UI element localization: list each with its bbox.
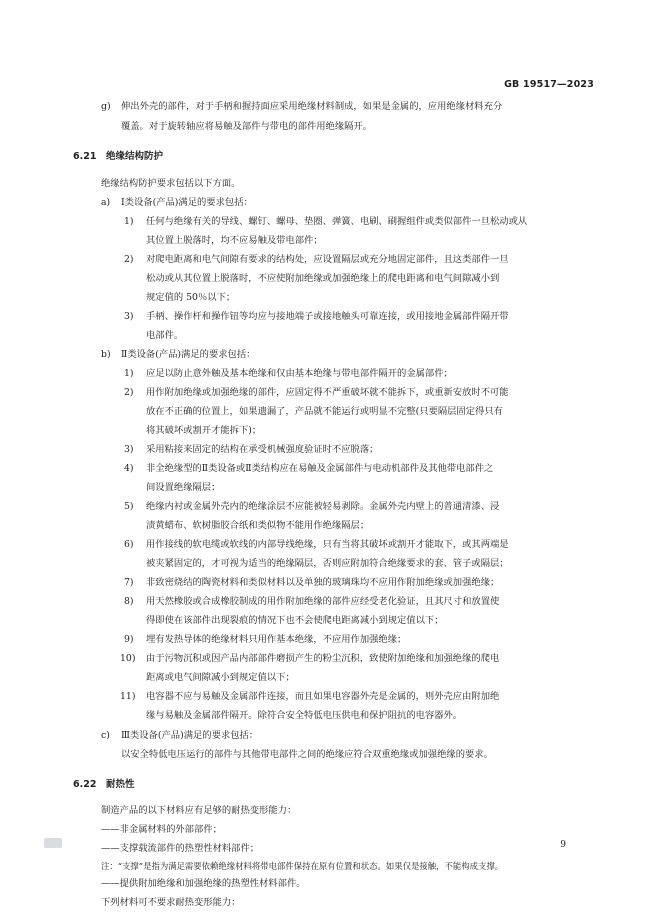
item-b5-line-2: 渍黄蜡布、软树脂胶合纸和类似物不能用作绝缘隔层； bbox=[146, 520, 370, 531]
item-b4-number: 4) bbox=[124, 463, 134, 474]
item-b3-number: 3) bbox=[124, 444, 134, 455]
item-b8-line-2: 得即使在该部件出现裂痕的情况下也不会使爬电距离减小到规定值以下； bbox=[146, 615, 444, 626]
page-number: 9 bbox=[560, 840, 566, 850]
item-b10-line-1: 由于污物沉积或因产品内部部件磨损产生的粉尘沉积，致使附加绝缘和加强绝缘的爬电 bbox=[146, 653, 500, 664]
section-6-22-heading bbox=[73, 775, 134, 795]
item-b-text: Ⅱ类设备(产品)满足的要求包括： bbox=[121, 349, 256, 360]
watermark-logo-icon bbox=[44, 838, 62, 848]
item-a1-line-2: 其位置上脱落时，均不应易触及带电部件； bbox=[146, 235, 323, 246]
item-b10-number: 10) bbox=[120, 653, 136, 664]
item-a2-line-2: 松动或从其位置上脱落时，不应使附加绝缘或加强绝缘上的爬电距离和电气间隙减小到 bbox=[146, 273, 500, 284]
item-c-marker: c) bbox=[101, 730, 110, 741]
section-6-22-dash-1: ——非金属材料的外部部件； bbox=[101, 824, 222, 835]
item-b7-number: 7) bbox=[124, 577, 134, 588]
item-b6-line-2: 被夹紧固定的，才可视为适当的绝缘隔层，否则应附加符合绝缘要求的套、管子或隔层； bbox=[146, 558, 509, 569]
item-b3-line-1: 采用粘接来固定的结构在承受机械强度验证时不应脱落； bbox=[146, 444, 379, 455]
item-b11-line-2: 缘与易触及金属部件隔开。除符合安全特低电压供电和保护阻抗的电容器外。 bbox=[146, 710, 463, 721]
item-a1-line-1: 任何与绝缘有关的导线、螺钉、螺母、垫圈、弹簧、电刷、刷握组件或类似部件一旦松动或从 bbox=[146, 216, 528, 227]
item-g-line-1: 伸出外壳的部件，对于手柄和握持面应采用绝缘材料制成，如果是金属的，应用绝缘材料充分 bbox=[121, 101, 503, 112]
section-6-22-tail: 下列材料可不要求耐热变形能力： bbox=[101, 897, 241, 908]
item-b1-line-1: 应足以防止意外触及基本绝缘和仅由基本绝缘与带电部件隔开的金属部件； bbox=[146, 368, 453, 379]
item-b10-line-2: 距离或电气间隙减小到规定值以下； bbox=[146, 672, 295, 683]
item-b1-number: 1) bbox=[124, 368, 134, 379]
item-a2-line-3: 规定值的 50％以下； bbox=[146, 292, 236, 303]
item-b-marker: b) bbox=[101, 349, 111, 360]
section-6-21-heading bbox=[73, 147, 163, 167]
item-g-line-2: 覆盖。对于旋转轴应将易触及部件与带电的部件用绝缘隔开。 bbox=[121, 121, 373, 132]
item-b5-line-1: 绝缘内衬或金属外壳内的绝缘涂层不应能被轻易剥除。金属外壳内壁上的普通清漆、浸 bbox=[146, 501, 500, 512]
section-6-22-title: 耐热性 bbox=[105, 779, 135, 790]
item-b11-line-1: 电容器不应与易触及金属部件连接，而且如果电容器外壳是金属的，则外壳应由附加绝 bbox=[146, 691, 500, 702]
item-b4-line-1: 非全绝缘型的Ⅱ类设备或Ⅱ类结构应在易触及金属部件与电动机部件及其他带电部件之 bbox=[146, 463, 494, 474]
section-6-21-number: 6.21 bbox=[73, 151, 97, 162]
item-b9-line-1: 埋有发热导体的绝缘材料只用作基本绝缘，不应用作加强绝缘； bbox=[146, 634, 407, 645]
section-6-22-intro: 制造产品的以下材料应有足够的耐热变形能力： bbox=[101, 805, 297, 816]
item-a2-line-1: 对爬电距离和电气间隙有要求的结构处，应设置隔层或充分地固定部件，且这类部件一旦 bbox=[146, 254, 509, 265]
item-b11-number: 11) bbox=[120, 691, 136, 702]
item-c-text: Ⅲ类设备(产品)满足的要求包括： bbox=[121, 730, 259, 741]
item-b7-line-1: 非致密烧结的陶瓷材料和类似材料以及单独的玻璃珠均不应用作附加绝缘或加强绝缘； bbox=[146, 577, 500, 588]
item-b8-number: 8) bbox=[124, 596, 134, 607]
item-b6-number: 6) bbox=[124, 539, 134, 550]
item-b2-line-3: 将其破坏或割开才能拆下)； bbox=[146, 425, 262, 436]
item-b4-line-2: 间设置绝缘隔层； bbox=[146, 482, 221, 493]
item-c-body: 以安全特低电压运行的部件与其他带电部件之间的绝缘应符合双重绝缘或加强绝缘的要求。 bbox=[121, 749, 493, 760]
section-6-22-number: 6.22 bbox=[73, 779, 97, 790]
section-6-22-note: 注：“支撑”是指为满足需要依赖绝缘材料将带电部件保持在原有位置和状态。如果仅是接触，不能构成支撑。 bbox=[101, 861, 504, 871]
item-a2-number: 2) bbox=[124, 254, 134, 265]
section-6-22-dash-3: ——提供附加绝缘和加强绝缘的热塑性材料部件。 bbox=[101, 878, 306, 889]
item-a1-number: 1) bbox=[124, 216, 134, 227]
item-a3-number: 3) bbox=[124, 311, 134, 322]
item-b6-line-1: 用作接线的软电缆或软线的内部导线绝缘，只有当将其破坏或割开才能取下，或其两端是 bbox=[146, 539, 509, 550]
item-a3-line-2: 电部件。 bbox=[146, 330, 184, 341]
item-b2-line-2: 放在不正确的位置上，如果遗漏了，产品就不能运行或明显不完整(只要隔层固定得只有 bbox=[146, 406, 503, 417]
section-6-22-dash-2: ——支撑载流部件的热塑性材料部件； bbox=[101, 843, 260, 854]
section-6-21-intro: 绝缘结构防护要求包括以下方面。 bbox=[101, 178, 241, 189]
item-b8-line-1: 用天然橡胶或合成橡胶制成的用作附加绝缘的部件应经受老化验证，且其尺寸和放置使 bbox=[146, 596, 500, 607]
item-g-marker: g) bbox=[101, 101, 111, 112]
standard-number: GB 19517—2023 bbox=[504, 79, 594, 90]
item-b2-number: 2) bbox=[124, 387, 134, 398]
section-6-21-title: 绝缘结构防护 bbox=[105, 151, 163, 162]
item-a-text: Ⅰ类设备(产品)满足的要求包括： bbox=[121, 197, 253, 208]
item-b2-line-1: 用作附加绝缘或加强绝缘的部件，应固定得不严重破坏就不能拆下，或重新安放时不可能 bbox=[146, 387, 509, 398]
item-b5-number: 5) bbox=[124, 501, 134, 512]
item-a-marker: a) bbox=[101, 197, 111, 208]
item-a3-line-1: 手柄、操作杆和操作钮等均应与接地端子或接地触头可靠连接，或用接地金属部件隔开带 bbox=[146, 311, 509, 322]
item-b9-number: 9) bbox=[124, 634, 134, 645]
